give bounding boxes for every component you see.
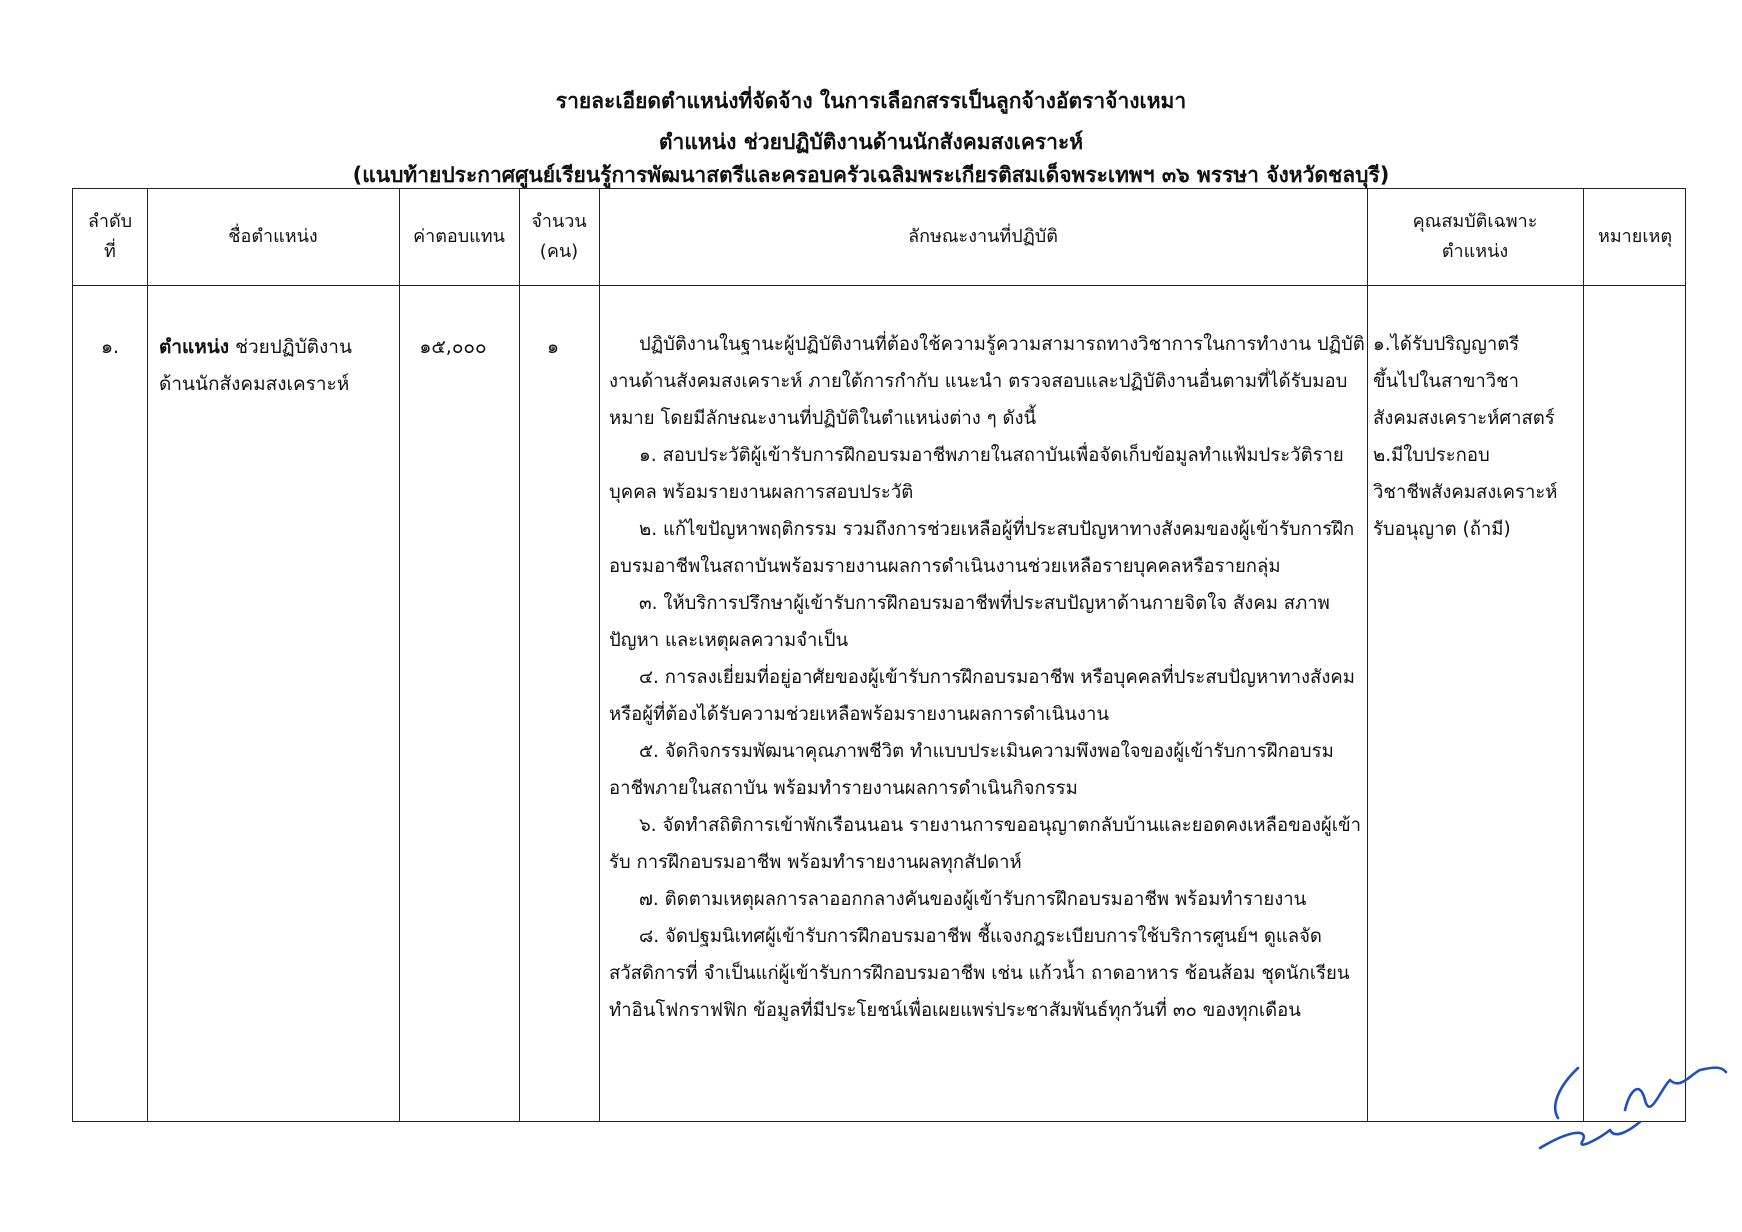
position-table: [72, 188, 1686, 1122]
duty-item: ๔. การลงเยี่ยมที่อยู่อาศัยของผู้เข้ารับการฝึกอบรมอาชีพ หรือบุคคลที่ประสบปัญหาทางสังคมหรือผู้ที่ต้องได้รับความช่วยเหลือพร้อมรายงานผลการดำเนินงาน: [609, 667, 1355, 725]
document-title: รายละเอียดตำแหน่งที่จัดจ้าง ในการเลือกสรรเป็นลูกจ้างอัตราจ้างเหมา: [555, 89, 1187, 113]
header-qualifications: คุณสมบัติเฉพาะ ตำแหน่ง: [1412, 211, 1538, 262]
column-divider: [599, 189, 600, 1121]
column-divider: [1583, 189, 1584, 1121]
duty-item: ๓. ให้บริการปรึกษาผู้เข้ารับการฝึกอบรมอาชีพที่ประสบปัญหาด้านกายจิตใจ สังคม สภาพปัญหา และเหตุผลความจำเป็น: [609, 593, 1330, 651]
row-number: ๑.: [100, 336, 120, 358]
duty-item: ๘. จัดปฐมนิเทศผู้เข้ารับการฝึกอบรมอาชีพ ชี้แจงกฎระเบียบการใช้บริการศูนย์ฯ ดูแลจัดสวัสดิการที่ จำเป็นแก่ผู้เข้ารับการฝึกอบรมอาชีพ เช่น แก้วน้ำ ถาดอาหาร ช้อนส้อม ชุดนักเรียนทำอินโฟกราฟฟิก ข้อมูลที่มีประโยชน์เพื่อเผยแพร่ประชาสัมพันธ์ทุกวันที่ ๓๐ ของทุกเดือน: [609, 926, 1350, 1021]
document-annex-note: (แนบท้ายประกาศศูนย์เรียนรู้การพัฒนาสตรีและครอบครัวเฉลิมพระเกียรติสมเด็จพระเทพฯ ๓๖ พรรษา จังหวัดชลบุรี): [352, 163, 1390, 187]
header-no: ลำดับ ที่: [87, 211, 133, 262]
header-position: ชื่อตำแหน่ง: [228, 226, 318, 247]
qualification-line: ๒.มีใบประกอบ: [1373, 445, 1490, 466]
position-name-line1: ช่วยปฏิบัติงาน: [235, 336, 352, 358]
duty-item: ๗. ติดตามเหตุผลการลาออกกลางคันของผู้เข้ารับการฝึกอบรมอาชีพ พร้อมทำรายงาน: [639, 889, 1307, 910]
column-divider: [147, 189, 148, 1121]
qualification-line: รับอนุญาต (ถ้ามี): [1373, 519, 1511, 540]
header-divider: [73, 285, 1685, 286]
header-duties: ลักษณะงานที่ปฏิบัติ: [908, 226, 1058, 247]
qualification-line: วิชาชีพสังคมสงเคราะห์: [1373, 482, 1558, 503]
count-value: ๑: [546, 336, 560, 358]
header-pay: ค่าตอบแทน: [413, 226, 505, 247]
header-count: จำนวน (คน): [531, 211, 587, 262]
duties-text: [609, 326, 1367, 1029]
duty-item: ๕. จัดกิจกรรมพัฒนาคุณภาพชีวิต ทำแบบประเมินความพึงพอใจของผู้เข้ารับการฝึกอบรมอาชีพภายในสถาบัน พร้อมทำรายงานผลการดำเนินกิจกรรม: [609, 741, 1334, 799]
qualifications-text: [1373, 326, 1583, 548]
document-subtitle: ตำแหน่ง ช่วยปฏิบัติงานด้านนักสังคมสงเคราะห์: [658, 130, 1084, 154]
column-divider: [1367, 189, 1368, 1121]
pay-value: ๑๕,๐๐๐: [419, 336, 487, 358]
qualification-line: สังคมสงเคราะห์ศาสตร์: [1373, 408, 1555, 429]
duty-item: ๒. แก้ไขปัญหาพฤติกรรม รวมถึงการช่วยเหลือผู้ที่ประสบปัญหาทางสังคมของผู้เข้ารับการฝึกอบรมอาชีพในสถาบันพร้อมรายงานผลการดำเนินงานช่วยเหลือรายบุคคลหรือรายกลุ่ม: [609, 519, 1355, 577]
position-name-line2: ด้านนักสังคมสงเคราะห์: [159, 373, 350, 395]
duty-item: ๑. สอบประวัติผู้เข้ารับการฝึกอบรมอาชีพภายในสถาบันเพื่อจัดเก็บข้อมูลทำแฟ้มประวัติรายบุคคล พร้อมรายงานผลการสอบประวัติ: [609, 445, 1344, 503]
handwritten-signature: [1530, 1030, 1730, 1160]
position-name: [159, 329, 399, 403]
duty-item: ๖. จัดทำสถิติการเข้าพักเรือนนอน รายงานการขออนุญาตกลับบ้านและยอดคงเหลือของผู้เข้ารับ การฝึกอบรมอาชีพ พร้อมทำรายงานผลทุกสัปดาห์: [609, 815, 1362, 873]
duty-intro: ปฏิบัติงานในฐานะผู้ปฏิบัติงานที่ต้องใช้ความรู้ความสามารถทางวิชาการในการทำงาน ปฏิบัติงานด้านสังคมสงเคราะห์ ภายใต้การกำกับ แนะนำ ตรวจสอบและปฏิบัติงานอื่นตามที่ได้รับมอบหมาย โดยมีลักษณะงานที่ปฏิบัติในตำแหน่งต่าง ๆ ดังนี้: [609, 334, 1365, 429]
qualification-line: ขึ้นไปในสาขาวิชา: [1373, 371, 1520, 392]
qualification-line: ๑.ได้รับปริญญาตรี: [1373, 334, 1520, 355]
header-remark: หมายเหตุ: [1597, 226, 1673, 247]
position-label: ตำแหน่ง: [159, 336, 230, 358]
